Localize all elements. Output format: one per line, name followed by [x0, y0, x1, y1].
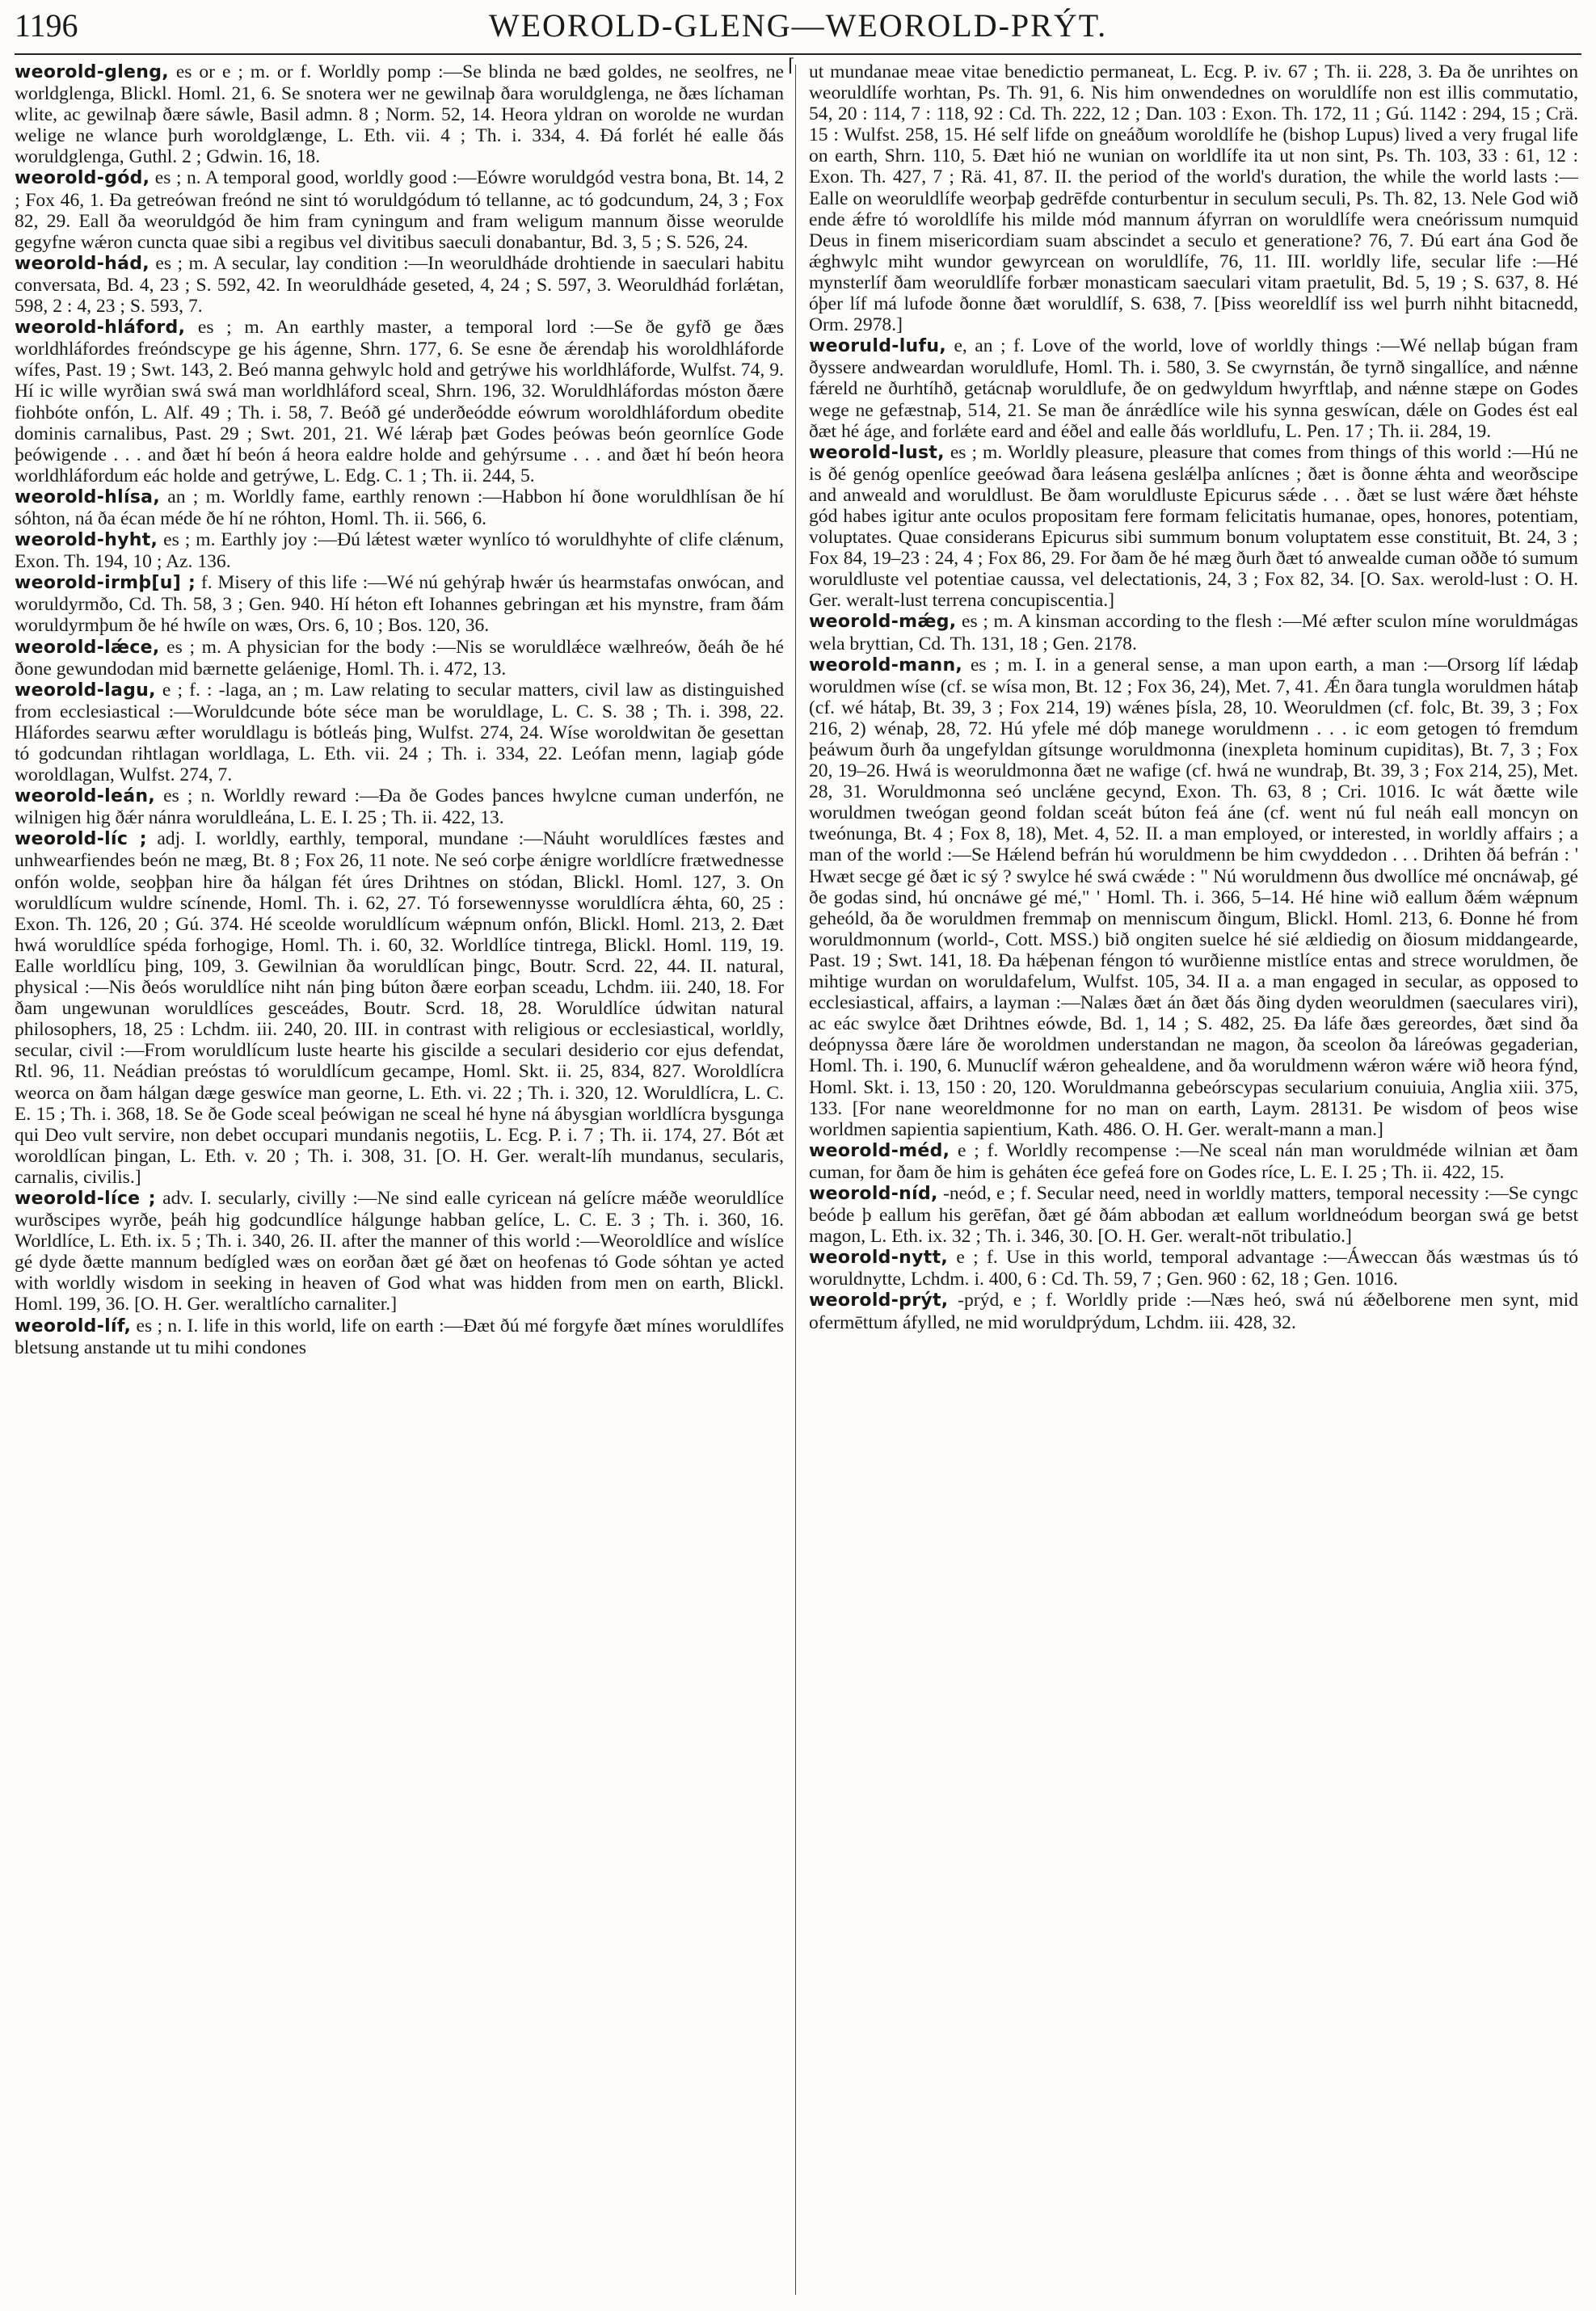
entry-body: -neód, e ; f. Secular need, need in worldly matters, temporal necessity :—Se cyngc beóde þ eallum his gerēfan, ðæt gé ðám abbodan æt eallum worldneódum beorgan swá ge betst magon, L. Eth. ix. 32 ; Th. i. 346, 30. [O. H. Ger. weralt-nōt tribulatio.] [809, 1182, 1578, 1248]
dictionary-entry [809, 1247, 1578, 1290]
column-divider [795, 65, 796, 2295]
entry-headword: weorold-gleng, [15, 62, 169, 82]
entry-headword: weorold-níd, [809, 1183, 938, 1204]
entry-headword: weorold-prýt, [809, 1290, 949, 1311]
entry-body: f. Misery of this life :—Wé nú gehýraþ hwǽr ús hearmstafas onwócan, and woruldyrmðo, Cd. Th. 58, 3 ; Gen. 940. Hí héton eft Iohannes gebringan æt his mynstre, fram ðám woruldyrmþum ðe hé hwíle on wæs, Ors. 6, 10 ; Bos. 120, 36. [15, 572, 784, 637]
dictionary-entry [809, 655, 1578, 1140]
dictionary-entry [15, 529, 784, 572]
entry-headword: weorold-mǽg, [809, 612, 957, 633]
dictionary-entry [809, 61, 1578, 335]
entry-headword: weorold-irmþ[u] ; [15, 573, 196, 594]
dictionary-entry [15, 61, 784, 167]
entry-headword: weorold-méd, [809, 1140, 950, 1161]
right-column [809, 61, 1578, 2300]
entry-headword: weorold-líf, [15, 1315, 132, 1337]
page-number: 1196 [15, 7, 78, 44]
entry-body: es ; n. Worldly reward :—Ða ðe Godes þances hwylcne cuman underfón, ne wilnigen hig ðǽr nánra woruldleána, L. E. I. 25 ; Th. ii. 422, 13. [15, 785, 784, 829]
entry-headword: weorold-lǽce, [15, 637, 160, 658]
dictionary-entry [809, 611, 1578, 654]
entry-body: es ; m. An earthly master, a temporal lord :—Se ðe gyfð ge ðæs worldhláfordes freóndscype ge his ágenne, Shrn. 177, 6. Se esne ðe ǽrendaþ his woroldhláforde wífes, Past. 19 ; Swt. 143, 2. Beó manna gehwylc hold and getrýwe his worldhláforde, Wulfst. 74, 9. Hí ic wille wyrðian swá swá man worldhláford sceal, Shrn. 196, 32. Woruldhláfordas móston ðære fiohbóte onfón, L. Alf. 49 ; Th. i. 58, 7. Beóð gé underðeódde eówrum woroldhláfordum obedite dominis carnalibus, Past. 29 ; Swt. 201, 21. Wé lǽraþ þæt Godes þeówas beón geornlíce Gode þeówigende . . . and ðæt hí beón á heora ealdre holde and gehýrsume . . . and ðæt hí beón heora worldhláfordum eác holde and getrýwe, L. Edg. C. 1 ; Th. ii. 244, 5. [15, 317, 784, 486]
dictionary-entry [15, 1315, 784, 1358]
entry-headword: weorold-hyht, [15, 530, 158, 551]
entry-body: -prýd, e ; f. Worldly pride :—Næs heó, swá nú ǽðelborene men synt, mid ofermēttum áfylled, ne mid woruldprýdum, Lchdm. iii. 428, 32. [809, 1290, 1578, 1333]
entry-body: es ; m. Earthly joy :—Ðú lǽtest wæter wynlíco tó woruldhyhte of clife clǽnum, Exon. Th. 194, 10 ; Az. 136. [15, 529, 784, 573]
header-rule [15, 53, 1581, 55]
entry-headword: weorold-leán, [15, 786, 155, 807]
entry-body: ut mundanae meae vitae benedictio permaneat, L. Ecg. P. iv. 67 ; Th. ii. 228, 3. Ða ðe unrihtes on weoruldlífe worhtan, Ps. Th. 91, 6. Nis him onwendednes on woruldlífe non est illis commutatio, 54, 20 : 114, 7 : 118, 92 : Cd. Th. 222, 12 ; Dan. 103 : Exon. Th. 172, 11 ; Gú. 1142 : 294, 15 ; Crä. 15 : Wulfst. 258, 15. Hé self lifde on gneáðum woroldlífe he (bishop Lupus) lived a very frugal life on earth, Shrn. 110, 5. Ðæt hió ne wunian on worldlífe ita ut non sint, Ps. Th. 103, 33 : 61, 12 : Exon. Th. 427, 7 ; Rä. 41, 87. II. the period of the world's duration, the while the world lasts :—Ealle on weoruldlífe weorþaþ gedrēfde conturbentur in seculum seculi, Ps. Th. 82, 13. Nele God wið ende ǽfre tó woroldlífe his milde mód mannum áfyrran on woruldlífe wera cneórissum numquid Deus in finem misericordiam suam abscindet a seculo et generatione? 76, 7. Ðú eart ána God ðe ǽghwylc miht wundor gewyrcean on woruldlífe, 76, 11. III. worldly life, secular life :—Hé mynsterlíf ðam weoruldlífe forbær monasticam saeculari vitam praetulit, Bd. 5, 19 ; S. 637, 8. Hé óþer líf má lufode ðonne ðæt woruldlíf, S. 638, 7. [Þiss weoreldlíf iss wel þurrh nihht bitacnedd, Orm. 2978.] [809, 61, 1578, 336]
dictionary-entry [15, 317, 784, 486]
entry-body: es ; n. A temporal good, worldly good :—Eówre woruldgód vestra bona, Bt. 14, 2 ; Fox 46, 1. Ða getreówan freónd ne sint tó woruldgódum tó tellanne, ac tó godcundum, 24, 3 ; Fox 82, 29. Eall ða weoruldgód ðe him fram cyningum and fram weligum mannum ðisse weorulde gegyfne wǽron cuncta quae sibi a regibus vel divitibus saeculi donabantur, Bd. 3, 5 ; S. 526, 24. [15, 167, 784, 253]
entry-body: es ; m. A physician for the body :—Nis se woruldlǽce wælhreów, ðeáh ðe hé ðone gewundodan mid bærnette geláenige, Homl. Th. i. 472, 13. [15, 636, 784, 680]
dictionary-entry [809, 1290, 1578, 1332]
entry-headword: weorold-hláford, [15, 318, 186, 339]
dictionary-entry [15, 253, 784, 317]
dictionary-entry [15, 572, 784, 636]
entry-body: adv. I. secularly, civilly :—Ne sind ealle cyricean ná gelícre mǽðe weoruldlíce wurðscipes wyrðe, þeáh hig godcundlíce hálgunge habban gelíce, L. C. E. 3 ; Th. i. 360, 16. Worldlíce, L. Eth. ix. 5 ; Th. i. 340, 26. II. after the manner of this world :—Weoroldlíce and wíslíce gé dyde ðætte mannum bedígled wæs on eorðan ðæt gé ðæt on heofenas tó Gode sóhtan ye acted with worldly wisdom in seeking in heaven of God what was hidden from men on earth, Blickl. Homl. 199, 36. [O. H. Ger. weraltlícho carnaliter.] [15, 1187, 784, 1315]
dictionary-entry [809, 335, 1578, 441]
entry-body: adj. I. worldly, earthly, temporal, mundane :—Náuht woruldlíces fæstes and unhwearfiendes beón ne mæg, Bt. 8 ; Fox 26, 11 note. Ne seó corþe ǽnigre worldlícre frætwednesse onfón wolde, seoþþan hire ða hálgan fét úres Drihtnes on stódan, Blickl. Homl. 127, 3. On woruldlícum wuldre scínende, Homl. Th. i. 62, 27. Tó forsewennysse woruldlícra ǽhta, 60, 25 : Exon. Th. 126, 20 ; Gú. 374. Hé sceolde woruldlícum wǽpnum onfón, Blickl. Homl. 213, 2. Ðæt hwá woruldlíce spéda forhogige, Homl. Th. i. 60, 32. Worldlíce tintrega, Blickl. Homl. 119, 19. Ealle worldlícu þing, 109, 3. Gewilnian ða woruldlícan þingc, Boutr. Scrd. 22, 44. II. natural, physical :—Nis ðeós woruldlíce niht nán þing búton ðære eorþan sceadu, Lchdm. iii. 240, 18. For ðam ungewunan woruldlíces gesceádes, Boutr. Scrd. 18, 28. Woruldlíce údwitan natural philosophers, 18, 25 : Lchdm. iii. 240, 20. III. in contrast with religious or ecclesiastical, worldly, secular, civil :—From woruldlícum luste hearte his giscilde a seculari desiderio cor ejus defendat, Rtl. 96, 11. Neádian preóstas tó woruldlícum gecampe, Homl. Skt. ii. 25, 834, 827. Woroldlícra weorca on ðam hálgan dæge geswíce man georne, L. Eth. vi. 22 ; Th. i. 320, 12. Woruldlícra, L. C. E. 15 ; Th. i. 368, 18. Se ðe Gode sceal þeówigan ne sceal hé hyne ná ábysgian worldlícra bysgunga qui Deo vult servire, non debet occupari mundanis negotiis, L. Ecg. P. i. 7 ; Th. ii. 174, 27. Bót æt woroldlícan þingan, L. Eth. v. 20 ; Th. i. 308, 31. [O. H. Ger. weralt-líh mundanus, secularis, carnalis, civilis.] [15, 828, 784, 1188]
dictionary-entry [15, 1188, 784, 1315]
dictionary-entry [809, 1140, 1578, 1183]
entry-body: an ; m. Worldly fame, earthly renown :—Habbon hí ðone woruldhlísan ðe hí sóhton, ná ða écan méde ðe hí ne róhton, Homl. Th. ii. 566, 6. [15, 486, 784, 529]
column-divider-ornament: ⌈ [788, 55, 795, 75]
entry-headword: weorold-mann, [809, 655, 963, 676]
entry-body: es ; m. A kinsman according to the flesh :—Mé æfter sculon míne woruldmágas wela bryttian, Cd. Th. 131, 18 ; Gen. 2178. [809, 611, 1578, 655]
dictionary-entry [15, 680, 784, 785]
entry-headword: weorold-hád, [15, 253, 149, 274]
dictionary-entry [15, 828, 784, 1188]
entry-body: e, an ; f. Love of the world, love of worldly things :—Wé nellaþ búgan fram ðyssere andweardan woruldlufe, Homl. Th. i. 580, 3. Se cwyrnstán, ðe tyrnð singallíce, and nǽnne fǽreld ne ðurhtíhð, getácnaþ woruldlufe, ðe on gedwyldum hwyrftlaþ, and nǽnne stæpe on Godes wege ne gefæstnaþ, 514, 21. Se man ðe ánrǽdlíce wile his synna geswícan, dǽle on Godes ést eal ðæt hé áge, and forlǽte eard and éðel and ealle ðás worldlufu, L. Pen. 17 ; Th. ii. 284, 19. [809, 335, 1578, 442]
entry-headword: weorold-líce ; [15, 1188, 156, 1209]
entry-headword: weorold-gód, [15, 168, 150, 189]
dictionary-entry [15, 486, 784, 529]
entry-body: es or e ; m. or f. Worldly pomp :—Se blinda ne bæd goldes, ne seolfres, ne worldglenga, Blickl. Homl. 21, 6. Se snotera wer ne gewilnaþ ðara woruldglenga, ne ðæs líchaman wlite, ac gewilnaþ ðære sáwle, Basil admn. 8 ; Norm. 52, 14. Heora yldran on worolde ne wurdan welige ne wlance þurh woroldglænge, L. Eth. vii. 4 ; Th. i. 334, 4. Ðá forlét hé ealle ðás woruldglenga, Guthl. 2 ; Gdwin. 16, 18. [15, 61, 784, 168]
entry-body: e ; f. : -laga, an ; m. Law relating to secular matters, civil law as distinguished from ecclesiastical :—Woruldcunde bóte séce man be woruldlage, L. C. S. 38 ; Th. i. 398, 22. Hláfordes searwu æfter woruldlagu is bótleás þing, Wulfst. 274, 24. Wíse woroldwitan ðe gesettan tó godcundan rihtlagan worldlaga, L. Eth. vii. 24 ; Th. i. 334, 22. Leófan menn, lagiaþ góde woroldlagan, Wulfst. 274, 7. [15, 679, 784, 786]
page-header [15, 6, 1581, 48]
dictionary-entry [809, 442, 1578, 612]
entry-body: es ; m. A secular, lay condition :—In weoruldháde drohtiende in saeculari habitu conversata, Bd. 4, 23 ; S. 592, 42. In weoruldháde geseted, 4, 24 ; S. 597, 3. Weoruldhád forlǽtan, 598, 2 : 4, 23 ; S. 593, 7. [15, 252, 784, 318]
entry-body: e ; f. Use in this world, temporal advantage :—Áweccan ðás wæstmas ús tó woruldnytte, Lchdm. i. 400, 6 : Cd. Th. 59, 7 ; Gen. 960 : 62, 18 ; Gen. 1016. [809, 1247, 1578, 1290]
dictionary-entry [15, 167, 784, 252]
entry-headword: weorold-lust, [809, 442, 945, 463]
entry-headword: weorold-lagu, [15, 680, 156, 701]
entry-headword: weorold-hlísa, [15, 486, 160, 507]
entry-body: e ; f. Worldly recompense :—Ne sceal nán man woruldméde wilnian æt ðam cuman, for ðam ðe him is geháten éce gefeá fore on Godes ríce, L. E. I. 25 ; Th. ii. 422, 15. [809, 1139, 1578, 1183]
dictionary-entry [15, 637, 784, 680]
entry-body: es ; n. I. life in this world, life on earth :—Ðæt ðú mé forgyfe ðæt mínes woruldlífes bletsung anstande ut tu mihi condones [15, 1315, 784, 1358]
entry-headword: weorold-nytt, [809, 1248, 949, 1269]
dictionary-entry [15, 785, 784, 828]
left-column [15, 61, 784, 2300]
entry-headword: weorold-líc ; [15, 829, 147, 850]
entry-body: es ; m. Worldly pleasure, pleasure that comes from things of this world :—Hú ne is ðé genóg openlíce geeówad ðara leásena geslǽlþa anlícnes ; ðæt is ðonne ǽhta and weorðscipe and anweald and woruldlust. Be ðam woruldluste Epicurus sǽde . . . ðæt se lust wǽre ðæt héhste gód habes igitur ante oculos propositam fere formam felicitatis humanae, opes, honores, potentiam, voluptates. Quae considerans Epicurus sibi summum bonum voluptatem esse constituit, Bt. 24, 3 ; Fox 84, 19–23 : 24, 4 ; Fox 86, 29. For ðam ðe hé mæg ðurh ðæt tó anwealde cuman oððe tó sumum woruldluste vel potentiae caussa, vel delectationis, 24, 3 ; Fox 82, 34. [O. Sax. werold-lust : O. H. Ger. weralt-lust terrena concupiscentia.] [809, 441, 1578, 612]
running-head: WEOROLD-GLENG—WEOROLD-PRÝT. [488, 7, 1108, 44]
entry-headword: weoruld-lufu, [809, 336, 946, 357]
entry-body: es ; m. I. in a general sense, a man upon earth, a man :—Orsorg líf lǽdaþ woruldmen wíse (cf. se wísa mon, Bt. 12 ; Fox 36, 24), Met. 7, 41. Ǽn ðara tungla woruldmen hátaþ (cf. wé hátaþ, Bt. 39, 3 ; Fox 214, 19) wǽnes þísla, 28, 10. Weoruldmen (cf. folc, Bt. 39, 3 ; Fox 216, 2) wénaþ, 28, 72. Hú yfele mé dóþ manege woruldmenn . . . ic eom getogen tó fremdum þeáwum ðurh ða ungefyldan gítsunge woruldmonna (inexpleta hominum cupiditas), Bt. 7, 3 ; Fox 20, 19–26. Hwá is weoruldmonna ðæt ne wafige (cf. hwá ne wundraþ, Bt. 39, 3 ; Fox 214, 25), Met. 28, 31. Woruldmonna seó unclǽne gecynd, Exon. Th. 63, 8 ; Cri. 1016. Ic wát ðætte wile woruldmen tweógan geond foldan sceát búton feá áne (cf. went nú ful neáh eall moncyn on tweónunga, Bt. 4 ; Fox 8, 18), Met. 4, 52. II. a man employed, or interested, in worldly affairs ; a man of the world :—Se Hǽlend befrán hú woruldmenn be him cwyddedon . . . Drihten ðá befrán : ' Hwæt secge gé ðæt ic sý ? swylce hé swá cwǽde : " Nú woruldmenn ðus dwollíce mé oncnáwaþ, gé ðe godas sind, hú oncnáwe gé mé," ' Homl. Th. i. 366, 5–14. Hé hine wið eallum ðǽm wǽpnum geheóld, ða ðe woruldmen fremmaþ on menniscum ðingum, Blickl. Homl. 213, 6. Ðonne hé from woruldmonnum (world-, Cott. MSS.) bið ongiten suelce hé sié ældiedig on ðiosum middangearde, Past. 19 ; Swt. 141, 18. Ða hǽþenan féngon tó wurðienne mistlíce entas and strece woruldmen, ðe mihtige wurdan on woruldafelum, Wulfst. 105, 34. II a. a man engaged in secular, as opposed to ecclesiastical, affairs, a layman :—Nalæs ðæt án ðæt ðás ðing dyden weoruldmen (saeculares viri), ac eác swylce ðæt Drihtnes eówde, Bd. 1, 14 ; S. 482, 25. Ða láfe ðæs gereordes, ðæt sind ða deópnyssa ðære láre ðe woroldmen understandan ne magon, ða sceolon ða láreówas gegaderian, Homl. Th. i. 190, 6. Munuclíf wǽron gehealdene, and ða woruldmenn wǽron wǽre wið heora fýnd, Homl. Skt. i. 13, 150 : 20, 120. Woruldmanna gebeórscypas secularium conuiuia, Anglia xiii. 375, 133. [For nane weoreldmonne for no man on earth, Laym. 28131. Þe wisdom of þeos wise worldmen sapientia sapientium, Kath. 486. O. H. Ger. weralt-mann a man.] [809, 654, 1578, 1140]
dictionary-entry [809, 1183, 1578, 1247]
